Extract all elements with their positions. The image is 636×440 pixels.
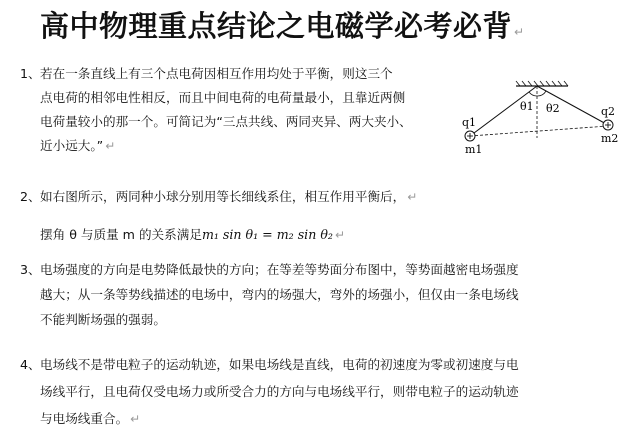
paragraph-mark-icon: ↵ (130, 412, 141, 426)
page-title (40, 6, 580, 52)
item-text-line (40, 407, 140, 431)
item-text-line (40, 223, 345, 247)
title-text: 高中物理重点结论之电磁学必考必背 (40, 9, 513, 43)
paragraph-mark-icon: ↵ (514, 25, 525, 39)
list-item-3 (20, 258, 620, 330)
item-number: 4、 (20, 357, 41, 372)
item-text-line: 电荷量较小的那一个。可简记为“三点共线、两同夹异、两大夹小、 (40, 114, 412, 129)
item-text-fragment: 摆角 θ 与质量 m 的关系满足 (40, 227, 202, 242)
item-text-line (40, 185, 417, 209)
list-item-1 (20, 62, 460, 157)
item-number: 1、 (20, 66, 41, 81)
paragraph-mark-icon: ↵ (407, 190, 418, 204)
theta1-label: θ1 (520, 100, 534, 113)
list-item-4 (20, 353, 620, 433)
paragraph-mark-icon: ↵ (105, 139, 116, 153)
q1-label: q1 (462, 116, 477, 129)
m2-label: m2 (601, 132, 619, 145)
item-number: 2、 (20, 189, 41, 204)
item-text-line: 场线平行，且电荷仅受电场力或所受合力的方向与电场线平行，则带电粒子的运动轨迹 (40, 384, 519, 399)
item-text-line: 点电荷的相邻电性相反，而且中间电荷的电荷量最小，且靠近两侧 (40, 90, 406, 105)
theta2-arc (537, 91, 546, 96)
m1-label: m1 (465, 143, 483, 156)
balance-formula: m₁ sin θ₁ = m₂ sin θ₂ (201, 227, 333, 242)
item-text-fragment: 与电场线重合。 (40, 411, 129, 426)
list-item-2 (20, 185, 460, 247)
item-number: 3、 (20, 262, 41, 277)
q2-label: q2 (601, 105, 616, 118)
pendulum-figure (458, 78, 628, 158)
item-text-fragment: 近小远大。” (40, 138, 104, 153)
item-text-fragment: 如右图所示，两同种小球分别用等长细线系住，相互作用平衡后， (40, 189, 406, 204)
item-text-line: 电场强度的方向是电势降低最快的方向；在等差等势面分布图中，等势面越密电场强度 (40, 262, 519, 277)
theta2-label: θ2 (546, 102, 560, 115)
ceiling-support (516, 81, 568, 86)
item-text-line: 越大；从一条等势线描述的电场中，弯内的场强大，弯外的场强小，但仅由一条电场线 (40, 287, 519, 302)
item-text-line: 若在一条直线上有三个点电荷因相互作用均处于平衡，则这三个 (40, 66, 393, 81)
paragraph-mark-icon: ↵ (334, 228, 346, 242)
item-text-line: 电场线不是带电粒子的运动轨迹，如果电场线是直线，电荷的初速度为零或初速度与电 (40, 357, 519, 372)
horizontal-reference-line (470, 126, 608, 136)
theta1-arc (529, 92, 537, 96)
item-text-line (40, 134, 115, 158)
item-text-line: 不能判断场强的强弱。 (40, 312, 166, 327)
